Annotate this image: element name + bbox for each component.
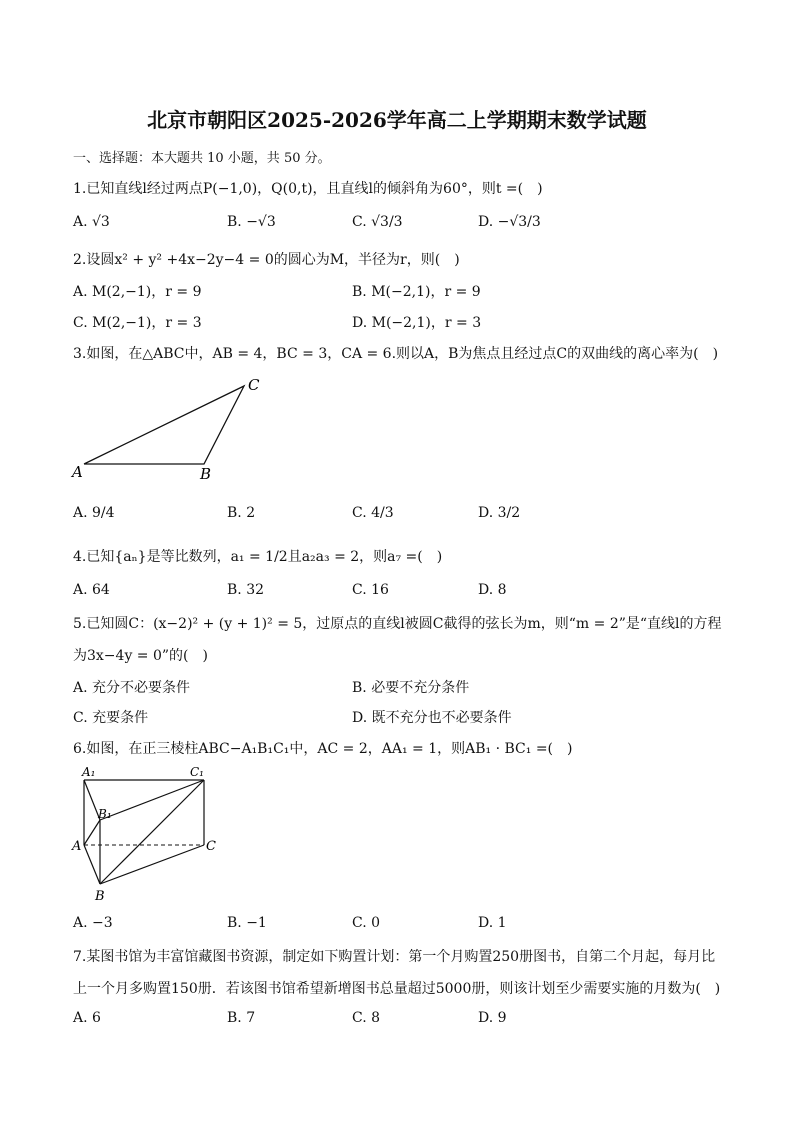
- label-a1: A₁: [82, 765, 96, 779]
- q6-option-a[interactable]: A. −3: [73, 915, 113, 931]
- q7-option-b[interactable]: B. 7: [227, 1010, 256, 1026]
- label-a: A: [72, 463, 83, 481]
- label-b1: B₁: [98, 807, 112, 821]
- q1-option-d[interactable]: D. −√3/3: [478, 214, 541, 230]
- q1-option-a[interactable]: A. √3: [73, 214, 110, 230]
- q4-option-c[interactable]: C. 16: [352, 582, 389, 598]
- q3-option-b[interactable]: B. 2: [227, 505, 256, 521]
- q3-option-c[interactable]: C. 4/3: [352, 505, 394, 521]
- q1-option-b[interactable]: B. −√3: [227, 214, 276, 230]
- question-5-stem-line1: 5.已知圆C：(x−2)² + (y + 1)² = 5，过原点的直线l被圆C截得的弦长为m，则“m = 2”是“直线l的方程: [73, 616, 722, 632]
- q1-option-c[interactable]: C. √3/3: [352, 214, 403, 230]
- q2-option-d[interactable]: D. M(−2,1)，r = 3: [352, 315, 482, 331]
- question-7-stem-line2: 上一个月多购置150册．若该图书馆希望新增图书总量超过5000册，则该计划至少需要实施的月数为( ): [73, 981, 721, 997]
- prism-figure: [70, 762, 230, 904]
- page-title: 北京市朝阳区2025-2026学年高二上学期期末数学试题: [147, 108, 647, 132]
- label-b: B: [95, 889, 105, 904]
- q5-option-b[interactable]: B. 必要不充分条件: [352, 680, 470, 696]
- question-5-stem-line2: 为3x−4y = 0”的( ): [73, 648, 208, 664]
- q5-option-d[interactable]: D. 既不充分也不必要条件: [352, 710, 512, 726]
- label-a: A: [72, 839, 82, 854]
- q3-option-a[interactable]: A. 9/4: [73, 505, 115, 521]
- question-3-stem: 3.如图，在△ABC中，AB = 4，BC = 3，CA = 6.则以A，B为焦点且经过点C的双曲线的离心率为( ): [73, 346, 719, 362]
- question-2-stem: 2.设圆x² + y² +4x−2y−4 = 0的圆心为M，半径为r，则( ): [73, 252, 460, 268]
- section-heading: 一、选择题：本大题共 10 小题，共 50 分。: [73, 151, 331, 166]
- q5-option-a[interactable]: A. 充分不必要条件: [73, 680, 191, 696]
- q3-option-d[interactable]: D. 3/2: [478, 505, 521, 521]
- question-1-stem: 1.已知直线l经过两点P(−1,0)，Q(0,t)，且直线l的倾斜角为60°，则t =( ): [73, 181, 543, 197]
- question-6-stem: 6.如图，在正三棱柱ABC−A₁B₁C₁中，AC = 2，AA₁ = 1，则AB₁ · BC₁ =( ): [73, 741, 573, 757]
- q6-option-c[interactable]: C. 0: [352, 915, 381, 931]
- question-7-stem-line1: 7.某图书馆为丰富馆藏图书资源，制定如下购置计划：第一个月购置250册图书，自第二个月起，每月比: [73, 949, 716, 965]
- q4-option-a[interactable]: A. 64: [73, 582, 110, 598]
- q7-option-a[interactable]: A. 6: [73, 1010, 101, 1026]
- q5-option-c[interactable]: C. 充要条件: [73, 710, 149, 726]
- triangle-figure: [66, 372, 276, 484]
- label-b: B: [200, 465, 212, 483]
- q2-option-b[interactable]: B. M(−2,1)，r = 9: [352, 284, 481, 300]
- q2-option-a[interactable]: A. M(2,−1)，r = 9: [73, 284, 202, 300]
- q4-option-b[interactable]: B. 32: [227, 582, 265, 598]
- q4-option-d[interactable]: D. 8: [478, 582, 507, 598]
- q7-option-d[interactable]: D. 9: [478, 1010, 507, 1026]
- question-4-stem: 4.已知{aₙ}是等比数列，a₁ = 1/2且a₂a₃ = 2，则a₇ =( ): [73, 549, 443, 565]
- q2-option-c[interactable]: C. M(2,−1)，r = 3: [73, 315, 202, 331]
- label-c: C: [206, 839, 216, 854]
- label-c: C: [248, 376, 260, 394]
- q7-option-c[interactable]: C. 8: [352, 1010, 381, 1026]
- q6-option-d[interactable]: D. 1: [478, 915, 507, 931]
- label-c1: C₁: [190, 765, 204, 779]
- q6-option-b[interactable]: B. −1: [227, 915, 267, 931]
